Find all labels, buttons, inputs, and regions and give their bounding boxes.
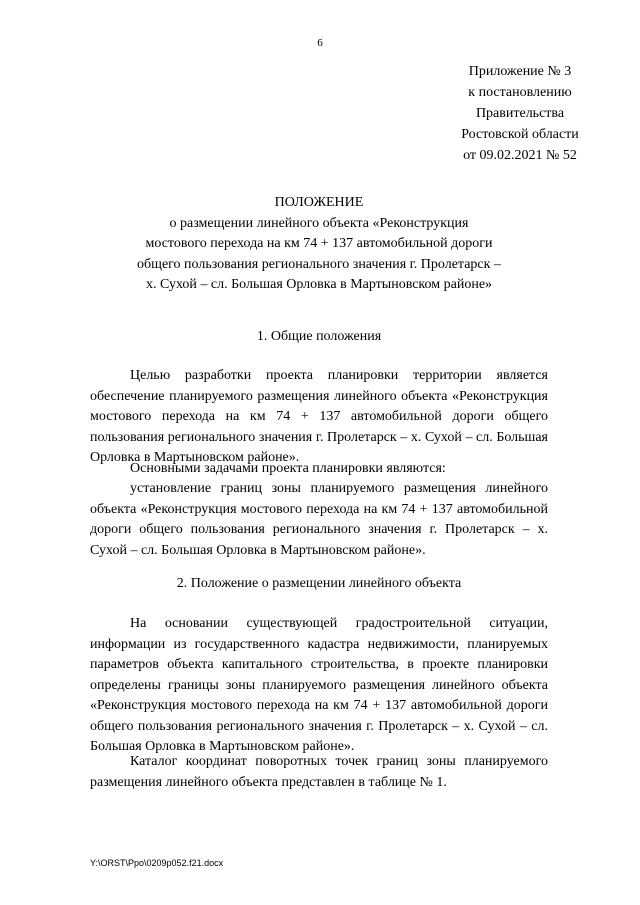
appendix-line: Правительства [475,106,565,121]
appendix-line: от 09.02.2021 № 52 [463,148,577,163]
appendix-line: Ростовской области [461,127,579,142]
paragraph: Основными задачами проекта планировки являются: [130,461,446,476]
paragraph: Целью разработки проекта планировки территории является обеспечение планируемого размещения линейного объекта «Реконструкция мостового перехода на км 74 + 137 автомобильной дороги общего пользования регионального значения г. Пролетарск – х. Сухой – сл. Большая Орловка в Мартыновском районе». [90,368,548,465]
document-title [90,193,548,296]
appendix-block [440,61,600,166]
paragraph: установление границ зоны планируемого размещения линейного объекта «Реконструкция мостового перехода на км 74 + 137 автомобильной дороги общего пользования регионального значения г. Пролетарск – х. Сухой – сл. Большая Орловка в Мартыновском районе». [90,481,548,558]
title-line: х. Сухой – сл. Большая Орловка в Мартыновском районе» [145,277,493,292]
appendix-line: к постановлению [468,85,572,100]
section-heading-general: 1. Общие положения [256,329,382,344]
section-heading-placement: 2. Положение о размещении линейного объекта [176,576,462,591]
footer-file-path: Y:\ORST\Ppo\0209p052.f21.docx [90,858,224,868]
title-line: о размещении линейного объекта «Реконструкция [169,215,469,231]
paragraph: На основании существующей градостроительной ситуации, информации из государственного кадастра недвижимости, планируемых параметров объекта капитального строительства, в проекте планировки определены границы зоны планируемого размещения линейного объекта «Реконструкция мостового перехода на км 74 + 137 автомобильной дороги общего пользования регионального значения г. Пролетарск – х. Сухой – сл. Большая Орловка в Мартыновском районе». [90,616,548,754]
appendix-line: Приложение № 3 [468,64,572,79]
title-line: мостового перехода на км 74 + 137 автомобильной дороги [145,236,493,251]
title-line: общего пользования регионального значения г. Пролетарск – [137,256,501,272]
page-number: 6 [317,37,323,49]
title-line: ПОЛОЖЕНИЕ [274,195,364,210]
paragraph: Каталог координат поворотных точек границ зоны планируемого размещения линейного объекта представлен в таблице № 1. [90,754,548,790]
